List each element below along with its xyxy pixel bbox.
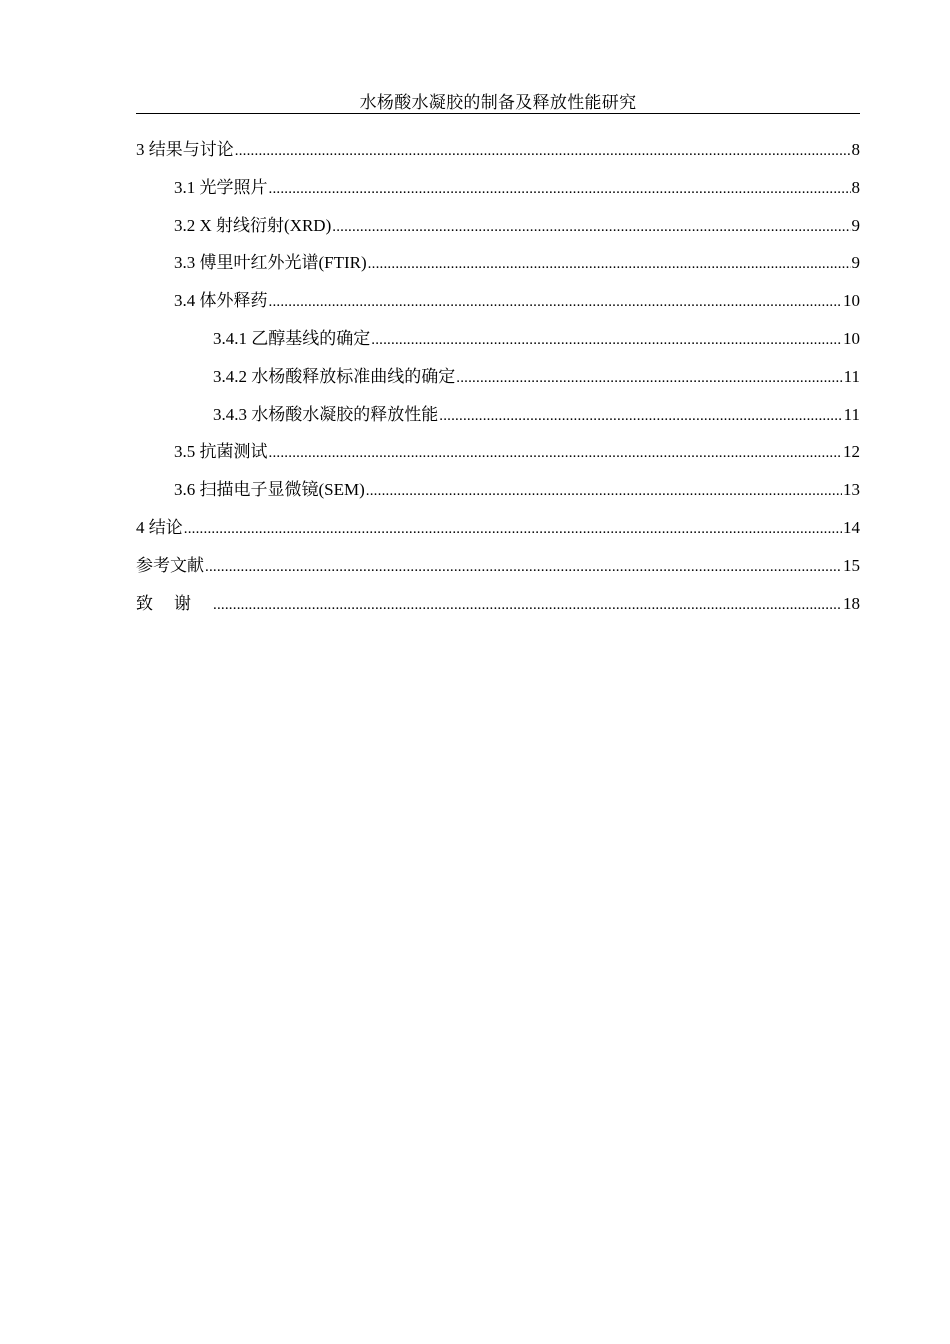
toc-entry-page: 15 (843, 555, 860, 575)
toc-entry-label: 3.5 抗菌测试 (174, 442, 268, 462)
toc-entry-antibacterial-test[interactable] (136, 439, 860, 477)
toc-entry-ftir[interactable] (136, 250, 860, 288)
header-rule (136, 113, 860, 114)
toc-entry-in-vitro-release[interactable] (136, 288, 860, 326)
toc-entry-results-discussion[interactable] (136, 137, 860, 175)
toc-entry-optical-photos[interactable] (136, 175, 860, 213)
toc-entry-page: 11 (843, 404, 860, 424)
toc-dot-leader (235, 138, 851, 164)
toc-entry-label: 3.4 体外释药 (174, 291, 268, 311)
table-of-contents (136, 137, 860, 628)
toc-dot-leader (205, 554, 842, 580)
toc-entry-label: 3.1 光学照片 (174, 177, 268, 197)
toc-entry-page: 12 (843, 442, 860, 462)
toc-entry-page: 9 (851, 253, 860, 273)
toc-entry-acknowledgements[interactable] (136, 591, 860, 629)
toc-entry-label: 3.4.2 水杨酸释放标准曲线的确定 (213, 366, 456, 386)
toc-entry-label: 3.3 傅里叶红外光谱(FTIR) (174, 253, 367, 273)
toc-entry-conclusion[interactable] (136, 515, 860, 553)
toc-dot-leader (368, 251, 851, 277)
toc-dot-leader (184, 516, 842, 542)
toc-entry-standard-curve[interactable] (136, 364, 860, 402)
toc-entry-label: 参考文献 (136, 555, 204, 575)
toc-entry-sem[interactable] (136, 477, 860, 515)
toc-dot-leader (213, 592, 842, 618)
toc-entry-label: 3.4.1 乙醇基线的确定 (213, 328, 371, 348)
toc-entry-label: 3 结果与讨论 (136, 140, 234, 159)
toc-entry-label: 4 结论 (136, 517, 183, 537)
toc-dot-leader (456, 365, 842, 391)
toc-entry-page: 10 (843, 291, 860, 311)
running-header-title: 水杨酸水凝胶的制备及释放性能研究 (359, 93, 637, 112)
toc-entry-page: 18 (843, 593, 860, 613)
toc-dot-leader (269, 176, 851, 202)
toc-dot-leader (332, 214, 850, 240)
toc-entry-label: 致谢 (136, 593, 212, 613)
toc-entry-page: 13 (843, 480, 860, 500)
toc-entry-page: 8 (851, 177, 860, 197)
toc-entry-page: 8 (851, 140, 860, 159)
toc-entry-label: 3.4.3 水杨酸水凝胶的释放性能 (213, 404, 439, 424)
toc-entry-page: 14 (843, 517, 860, 537)
toc-entry-ethanol-baseline[interactable] (136, 326, 860, 364)
toc-dot-leader (269, 289, 843, 315)
toc-entry-label: 3.2 X 射线衍射(XRD) (174, 215, 332, 235)
toc-dot-leader (366, 478, 842, 504)
toc-entry-xrd[interactable] (136, 213, 860, 251)
toc-entry-references[interactable] (136, 553, 860, 591)
toc-dot-leader (371, 327, 842, 353)
toc-dot-leader (269, 440, 843, 466)
toc-entry-label: 3.6 扫描电子显微镜(SEM) (174, 480, 365, 500)
toc-entry-page: 10 (843, 328, 860, 348)
toc-dot-leader (439, 403, 842, 429)
toc-entry-page: 9 (851, 215, 860, 235)
toc-entry-hydrogel-release[interactable] (136, 402, 860, 440)
toc-entry-page: 11 (843, 366, 860, 386)
